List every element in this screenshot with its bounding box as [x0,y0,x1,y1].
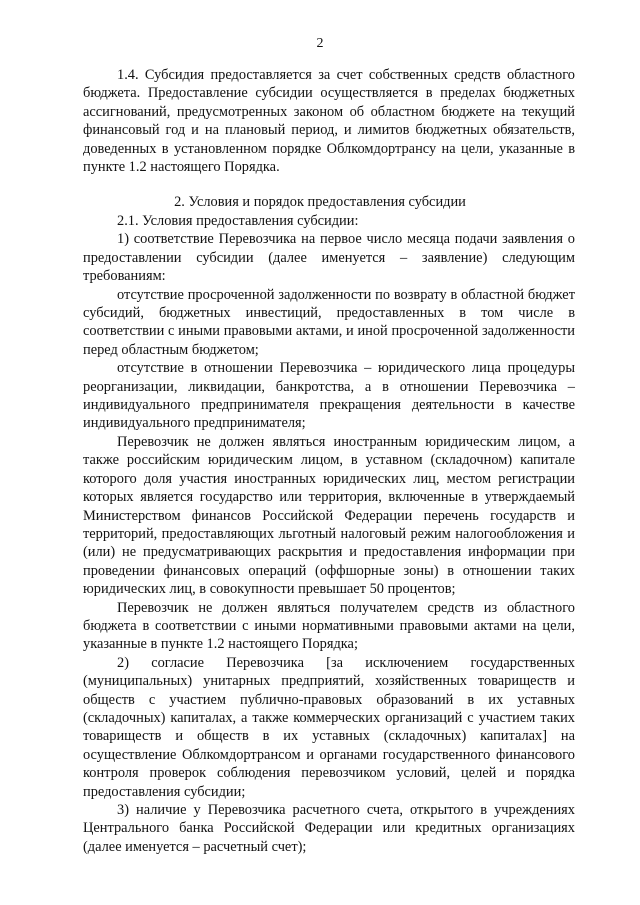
clause-1-4-paragraph: 1.4. Субсидия предоставляется за счет собственных средств областного бюджета. Предоставление субсидии осуществляется в пределах бюджетных ассигнований, предусмотренных законом об областном бюджете на текущий финансовый год и на плановый период, и лимитов бюджетных обязательств, доведенных в установленном порядке Облкомдортрансу на цели, указанные в пункте 1.2 настоящего Порядка. [83,67,575,176]
section-2-title: 2. Условия и порядок предоставления субсидии [174,194,466,210]
clause-2-1-heading: 2.1. Условия предоставления субсидии: [117,213,359,229]
not-other-recipient-paragraph: Перевозчик не должен являться получателем средств из областного бюджета в соответствии с иными нормативными правовыми актами на цели, указанные в пункте 1.2 настоящего Порядка; [83,599,575,653]
clause-1-4-block [83,66,575,176]
condition-1-paragraph: 1) соответствие Перевозчика на первое число месяца подачи заявления о предоставлении субсидии (далее именуется – заявление) следующим требованиям: [83,231,575,285]
no-overdue-debt-paragraph: отсутствие просроченной задолженности по возврату в областной бюджет субсидий, бюджетных инвестиций, предоставленных в том числе в соответствии с иными правовыми актами, и иной просроченной задолженности перед областным бюджетом; [83,286,575,358]
condition-3-account-paragraph: 3) наличие у Перевозчика расчетного счета, открытого в учреждениях Центрального банка Российской Федерации или кредитных организациях (далее именуется – расчетный счет); [83,802,575,855]
not-foreign-entity-paragraph: Перевозчик не должен являться иностранным юридическим лицом, а также российским юридическим лицом, в уставном (складочном) капитале которого доля участия иностранных юридических лиц, местом регистрации которых является государство или территория, включенные в утверждаемый Министерством финансов Российской Федерации перечень государств и территорий, предоставляющих льготный налоговый режим налогообложения и (или) не предусматривающих раскрытия и предоставления информации при проведении финансовых операций (оффшорные зоны) в отношении таких юридических лиц, в совокупности превышает 50 процентов; [83,433,575,598]
page-number: 2 [316,36,324,51]
condition-2-consent-paragraph: 2) согласие Перевозчика [за исключением государственных (муниципальных) унитарных предприятий, хозяйственных товариществ и обществ с участием публично-правовых образований в их уставных (складочных) капиталах, а также коммерческих организаций с участием таких товариществ и обществ в их уставных (складочных) капиталах] на осуществление Облкомдортрансом и органами государственного финансового контроля проверок соблюдения перевозчиком условий, целей и порядка предоставления субсидии; [83,654,575,800]
section-2-body [83,212,575,856]
no-reorganization-paragraph: отсутствие в отношении Перевозчика – юридического лица процедуры реорганизации, ликвидации, банкротства, а в отношении Перевозчика – индивидуального предпринимателя прекращения деятельности в качестве индивидуального предпринимателя; [83,360,575,432]
